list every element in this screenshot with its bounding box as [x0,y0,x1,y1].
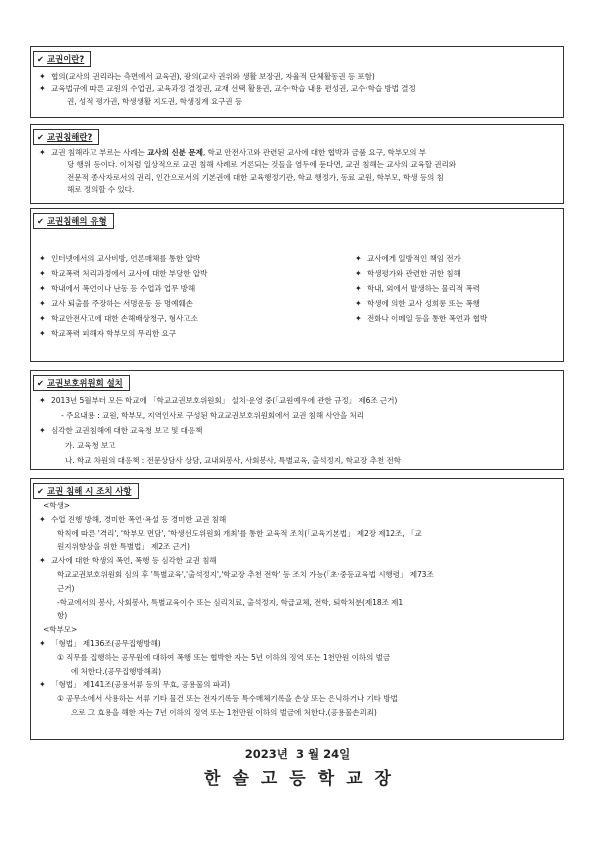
list-item: ✦ 교사 퇴출를 주장하는 서명운동 등 명예훼손 [31,296,347,311]
diamond-bullet-icon: ✦ [39,329,46,338]
section-header: ✔ 교권침해란? [33,129,99,145]
list-item: ✦ 「형법」 제141조(공용서류 등의 무효, 공용물의 파괴) [31,678,563,692]
list-item: ✦ 학내에서 폭언이나 난동 등 수업과 업무 방해 [31,281,347,296]
diamond-bullet-icon: ✦ [39,284,46,293]
list-item: ✦ 교사에 대한 학생의 폭언, 폭행 등 심각한 교권 침해 [31,554,563,568]
section-box: ✔ 교권보호위원회 설치 ✦ 2013년 5월부터 모든 학교에 「학교교권보호위원회」 설치·운영 중(「교원예우에 관한 규정」 제6조 근거) - 주요내용 : 교원, 학부모, 지역인사로 구성된 학교교권보호위원회에서 교권 침해 사안을 처리 ✦ 심각한 교권침해에 대한 교육청 보고 및 대응책 가. 교육청 보고 나. 학교 차원의 대응책 : 전문상담사 상담, 교내외봉사, 사회봉사, 특별교육, 출석정지, 학교장 추천 전학 [30,370,564,470]
list-item: ✦ 수업 진행 방해, 경미한 폭언·욕설 등 경미한 교권 침해 [31,513,563,527]
diamond-bullet-icon: ✦ [39,514,46,524]
list-item: ✦ 「형법」 제136조(공무집행방해) [31,637,563,651]
diamond-bullet-icon: ✦ [39,299,46,308]
school-name: 한솔고등학교장 [204,769,403,789]
diamond-bullet-icon: ✦ [39,426,46,435]
list-item: ✦ 학교안전사고에 대한 손해배상청구, 형사고소 [31,311,347,326]
diamond-bullet-icon: ✦ [355,299,362,308]
diamond-bullet-icon: ✦ [39,148,46,157]
section-header: ✔ 교권 침해 시 조치 사항 [33,483,139,499]
list-item: ✦ 교육법규에 따른 교원의 수업권, 교육과정 결정권, 교재 선택 활용권, 교수·학습 내용 편성권, 교수·학습 방법 결정 [31,83,563,95]
section-box: ✔ 교권 침해 시 조치 사항 <학생> ✦ 수업 진행 방해, 경미한 폭언·욕설 등 경미한 교권 침해 학칙에 따른 '격리', '학부모 면담', '학생선도위원회 개최'를 통한 교육적 조치(「교육기본법」 제2장 제12조, 「교 원지위향상을 위한 특별법」 제2조 근거) ✦ 교사에 대한 학생의 폭언, 폭행 등 심각한 교권 침해 학교교권보호위원회 심의 후 '특별교육','출석정지','학교장 추천 전학' 등 조치 가능(「초·중등교육법 시행령」 제73조 근거) -학교에서의 봉사, 사회봉사, 특별교육이수 또는 심리치료, 출석정지, 학급교체, 전학, 퇴학처분(제18조 제1 항) <학부모> ✦ 「형법」 제136조(공무집행방해) ① 직무를 집행하는 공무원에 대하여 폭행 또는 협박한 자는 5년 이하의 징역 또는 1천만원 이하의 벌금 에 처한다.(공무집행방해죄) ✦ 「형법」 제141조(공용서류 등의 무효, 공용물의 파괴) ① 공무소에서 사용하는 서류 기타 물건 또는 전자기록등 특수매체기록을 손상 또는 은닉하거나 기타 방법 으로 그 효용을 해한 자는 7년 이하의 징역 또는 1천만원 이하의 벌금에 처한다.(공용물손괴죄) [30,478,564,740]
list-item: ✦ 협의(교사의 권리라는 측면에서 교육권), 광의(교사 권위와 생활 보장권, 자율적 단체활동권 등 포함) [31,71,563,83]
list-item: ✦ 인터넷에서의 교사비방, 언론매체를 통한 압박 [31,251,347,266]
diamond-bullet-icon: ✦ [39,84,46,94]
document-date: 2023년 3 월 24일 [244,747,351,761]
diamond-bullet-icon: ✦ [39,254,46,263]
diamond-bullet-icon: ✦ [39,269,46,278]
diamond-bullet-icon: ✦ [355,314,362,323]
list-item: ✦ 2013년 5월부터 모든 학교에 「학교교권보호위원회」 설치·운영 중(「교원예우에 관한 규정」 제6조 근거) [31,393,563,408]
diamond-bullet-icon: ✦ [39,72,46,81]
section-box [30,208,564,362]
list-item: ✦ 학교폭력 피해자 학부모의 무리한 요구 [31,326,347,341]
types-left-column [31,251,347,341]
diamond-bullet-icon: ✦ [355,254,362,263]
list-item: ✦ 교사에게 일방적인 책임 전가 [347,251,561,266]
check-icon: ✔ [37,486,45,496]
section-box: ✔ 교권침해란? ✦ 교권 침해라고 부르는 사례는 교사의 신분 문제, 학교 안전사고와 관련된 교사에 대한 협박과 금품 요구, 학부모의 부 당 행위 등이다. 이처럼 일상적으로 교권 침해 사례로 거론되는 것들을 염두에 둔다면, 교권 침해는 교사의 교육할 권리와 전문적 종사자로서의 권리, 인간으로서의 기본권에 대한 교육행정기관, 학교 행정가, 동료 교원, 학부모, 학생 등의 침 해로 정의할 수 있다. [30,124,564,204]
list-item: ✦ 교권 침해라고 부르는 사례는 교사의 신분 문제, 학교 안전사고와 관련된 교사에 대한 협박과 금품 요구, 학부모의 부 [31,147,563,159]
list-item: ✦ 심각한 교권침해에 대한 교육청 보고 및 대응책 [31,423,563,438]
types-columns [31,229,563,341]
list-item: ✦ 학생평가와 관련한 귀한 침해 [347,266,561,281]
check-icon: ✔ [37,216,45,226]
section-box: ✔ 교권이란? ✦ 협의(교사의 권리라는 측면에서 교육권), 광의(교사 권위와 생활 보장권, 자율적 단체활동권 등 포함) ✦ 교육법규에 따른 교원의 수업권, 교육과정 결정권, 교재 선택 활용권, 교수·학습 내용 편성권, 교수·학습 방법 결정 권, 성적 평가권, 학생생활 지도권, 학생징계 요구권 등 [30,46,564,118]
diamond-bullet-icon: ✦ [355,284,362,293]
section-header: ✔ 교권보호위원회 설치 [33,375,130,391]
check-icon: ✔ [37,378,45,388]
diamond-bullet-icon: ✦ [39,314,46,323]
list-item: ✦ 학교폭력 처리과정에서 교사에 대한 부당한 압박 [31,266,347,281]
diamond-bullet-icon: ✦ [355,269,362,278]
diamond-bullet-icon: ✦ [39,556,46,566]
list-item: ✦ 전화나 이메일 등을 통한 폭언과 협박 [347,311,561,326]
section-header: ✔ 교권침해의 유형 [33,213,114,229]
section-header: ✔ 교권이란? [33,51,91,67]
diamond-bullet-icon: ✦ [39,638,46,648]
list-item: ✦ 학내, 외에서 발생하는 물리적 폭력 [347,281,561,296]
check-icon: ✔ [37,54,45,64]
diamond-bullet-icon: ✦ [39,680,46,690]
list-item: ✦ 학생에 의한 교사 성희롱 또는 폭행 [347,296,561,311]
types-right-column [347,251,561,341]
check-icon: ✔ [37,132,45,142]
diamond-bullet-icon: ✦ [39,396,46,405]
